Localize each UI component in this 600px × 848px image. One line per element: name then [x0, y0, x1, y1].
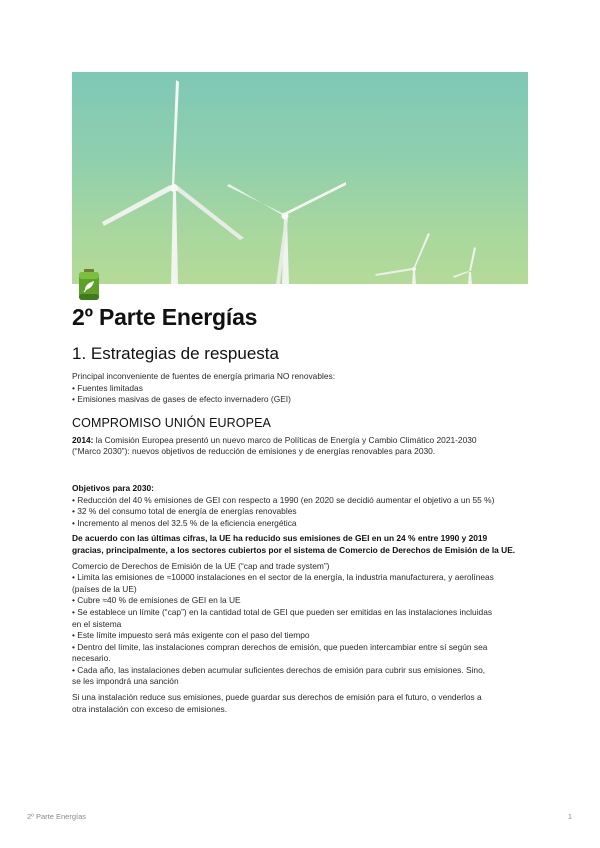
page-title: 2º Parte Energías: [72, 304, 258, 330]
list-item: necesario.: [72, 653, 111, 664]
wind-turbine-medium: [227, 182, 346, 284]
list-item: • Este límite impuesto será más exigente con el paso del tiempo: [72, 630, 310, 641]
list-item: • Dentro del límite, las instalaciones compran derechos de emisión, que pueden intercambiar entre sí según sea: [72, 641, 488, 652]
document-body: [72, 344, 532, 715]
eu-2014-text-cont: (“Marco 2030”): nuevos objetivos de reducción de emisiones y de energías renovables para 2030.: [72, 446, 436, 457]
list-item: • Cubre ≈40 % de emisiones de GEI en la UE: [72, 595, 241, 606]
eu-2014-text: la Comisión Europea presentó un nuevo marco de Políticas de Energía y Cambio Climático 2021-2030: [93, 434, 477, 445]
list-item: • Reducción del 40 % emisiones de GEI con respecto a 1990 (en 2020 se decidió aumentar el objetivo a un 55 %): [72, 494, 495, 505]
section-heading-strategies: 1. Estrategias de respuesta: [72, 344, 279, 363]
eu-2014-paragraph: [72, 435, 532, 447]
intro-text: Principal inconveniente de fuentes de energía primaria NO renovables:: [72, 371, 336, 381]
list-item: • 32 % del consumo total de energía de energías renovables: [72, 506, 297, 517]
objetivos-title: Objetivos para 2030:: [72, 482, 154, 493]
wind-turbine-large: [102, 80, 244, 284]
list-item: (países de la UE): [72, 583, 137, 594]
bullet-list-comercio: [72, 572, 532, 688]
list-item: se les impondrá una sanción: [72, 676, 179, 687]
list-item: • Limita las emisiones de ≈10000 instalaciones en el sector de la energía, la industria manufacturera, y aerolíneas: [72, 572, 494, 583]
footer-title: 2º Parte Energías: [27, 812, 87, 821]
highlight-line-cont: gracias, principalmente, a los sectores cubiertos por el sistema de Comercio de Derechos de Emisión de la UE.: [72, 544, 516, 555]
closing-text-cont: otra instalación con exceso de emisiones.: [72, 703, 228, 714]
page-number: 1: [567, 812, 572, 821]
list-item: en el sistema: [72, 618, 122, 629]
list-item: • Se establece un límite (“cap”) en la cantidad total de GEI que pueden ser emitidas en las instalaciones incluidas: [72, 606, 493, 617]
battery-icon: [76, 268, 102, 302]
bullet-list-objetivos: [72, 495, 532, 530]
wind-turbine-far: [453, 247, 476, 284]
list-item: • Fuentes limitadas: [72, 382, 143, 393]
comercio-title: Comercio de Derechos de Emisión de la UE (“cap and trade system”): [72, 560, 330, 571]
closing-text: Si una instalación reduce sus emisiones, puede guardar sus derechos de emisión para el futuro, o venderlos a: [72, 692, 482, 703]
list-item: • Incremento al menos del 32.5 % de la eficiencia energética: [72, 517, 297, 528]
wind-turbines-illustration: [72, 72, 528, 284]
list-item: • Emisiones masivas de gases de efecto invernadero (GEI): [72, 394, 291, 405]
list-item: • Cada año, las instalaciones deben acumular suficientes derechos de emisión para cubrir sus emisiones. Sino,: [72, 664, 486, 675]
hero-wind-turbines-image: [72, 72, 528, 284]
wind-turbine-small: [375, 233, 430, 284]
highlight-line: De acuerdo con las últimas cifras, la UE ha reducido sus emisiones de GEI en un 24 % entre 1990 y 2019: [72, 533, 488, 544]
bullet-list-sources: [72, 383, 532, 406]
section-heading-eu: COMPROMISO UNIÓN EUROPEA: [72, 415, 271, 430]
year-label: 2014:: [72, 434, 94, 445]
